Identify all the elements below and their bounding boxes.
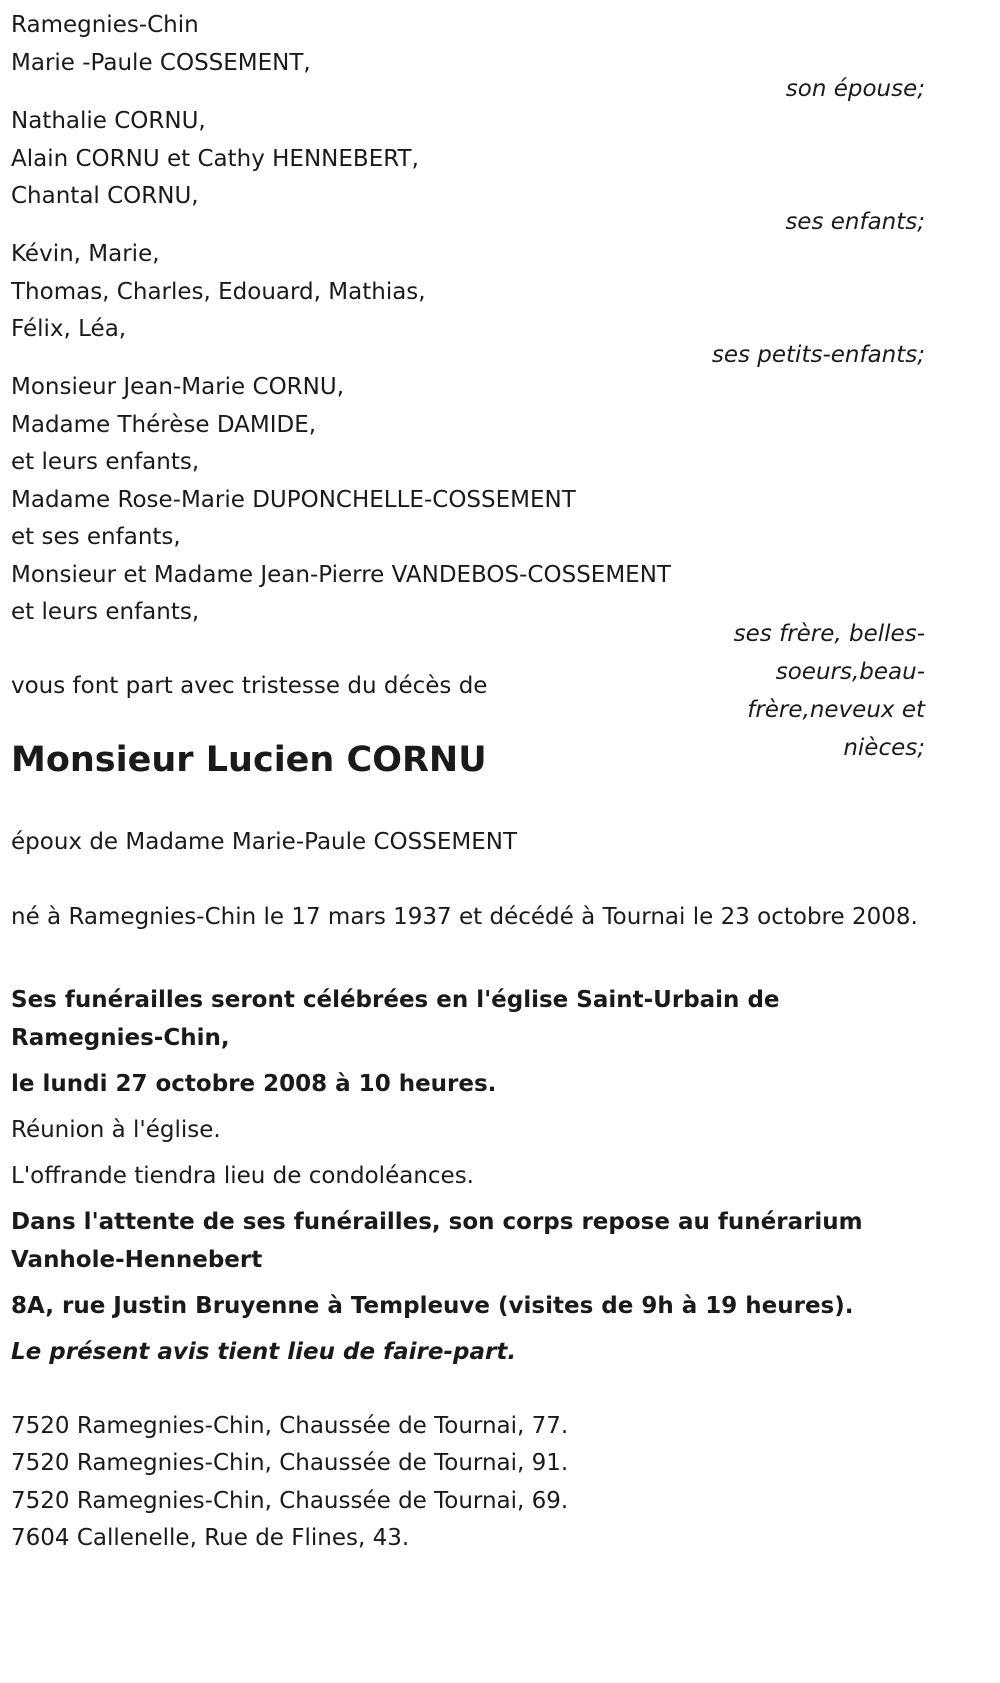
deceased-name: Monsieur Lucien CORNU	[11, 740, 487, 780]
intro-line: vous font part avec tristesse du décès de	[11, 673, 488, 699]
spouse-line: Marie -Paule COSSEMENT,	[11, 50, 311, 76]
meeting-line: Réunion à l'église.	[11, 1117, 221, 1143]
relative-line: Monsieur Jean-Marie CORNU,	[11, 374, 345, 400]
spouse-of-line: époux de Madame Marie-Paule COSSEMENT	[11, 829, 517, 855]
rest-address-line: 8A, rue Justin Bruyenne à Templeuve (visites de 9h à 19 heures).	[11, 1293, 854, 1319]
child-line: Nathalie CORNU,	[11, 108, 206, 134]
relative-line: Monsieur et Madame Jean-Pierre VANDEBOS-COSSEMENT	[11, 562, 671, 588]
grandchild-line: Kévin, Marie,	[11, 241, 160, 267]
rest-place-paragraph: Dans l'attente de ses funérailles, son corps repose au funérarium Vanhole-Hennebert	[11, 1209, 863, 1273]
grandchildren-role: ses petits-enfants;	[711, 342, 925, 368]
relative-line: et leurs enfants,	[11, 599, 200, 625]
child-line: Alain CORNU et Cathy HENNEBERT,	[11, 146, 419, 172]
notice-line: Le présent avis tient lieu de faire-part.	[11, 1339, 517, 1365]
date-time-line: le lundi 27 octobre 2008 à 10 heures.	[11, 1071, 497, 1097]
relative-line: et ses enfants,	[11, 524, 181, 550]
address-line: 7520 Ramegnies-Chin, Chaussée de Tournai, 69.	[11, 1488, 569, 1514]
ceremony-paragraph: Ses funérailles seront célébrées en l'église Saint-Urbain de Ramegnies-Chin,	[11, 987, 780, 1051]
spouse-role: son épouse;	[785, 76, 925, 102]
child-line: Chantal CORNU,	[11, 183, 199, 209]
address-line: 7520 Ramegnies-Chin, Chaussée de Tournai, 91.	[11, 1450, 569, 1476]
location-line: Ramegnies-Chin	[11, 12, 199, 38]
address-line: 7520 Ramegnies-Chin, Chaussée de Tournai, 77.	[11, 1413, 569, 1439]
relatives-role: ses frère, belles-soeurs,beau-frère,neveux et nièces;	[733, 621, 925, 761]
grandchild-line: Thomas, Charles, Edouard, Mathias,	[11, 279, 426, 305]
address-line: 7604 Callenelle, Rue de Flines, 43.	[11, 1525, 410, 1551]
relative-line: et leurs enfants,	[11, 449, 200, 475]
relative-line: Madame Rose-Marie DUPONCHELLE-COSSEMENT	[11, 487, 576, 513]
grandchild-line: Félix, Léa,	[11, 316, 127, 342]
offering-line: L'offrande tiendra lieu de condoléances.	[11, 1163, 474, 1189]
birth-death-paragraph: né à Ramegnies-Chin le 17 mars 1937 et décédé à Tournai le 23 octobre 2008.	[11, 904, 918, 930]
children-role: ses enfants;	[785, 209, 925, 235]
relative-line: Madame Thérèse DAMIDE,	[11, 412, 317, 438]
